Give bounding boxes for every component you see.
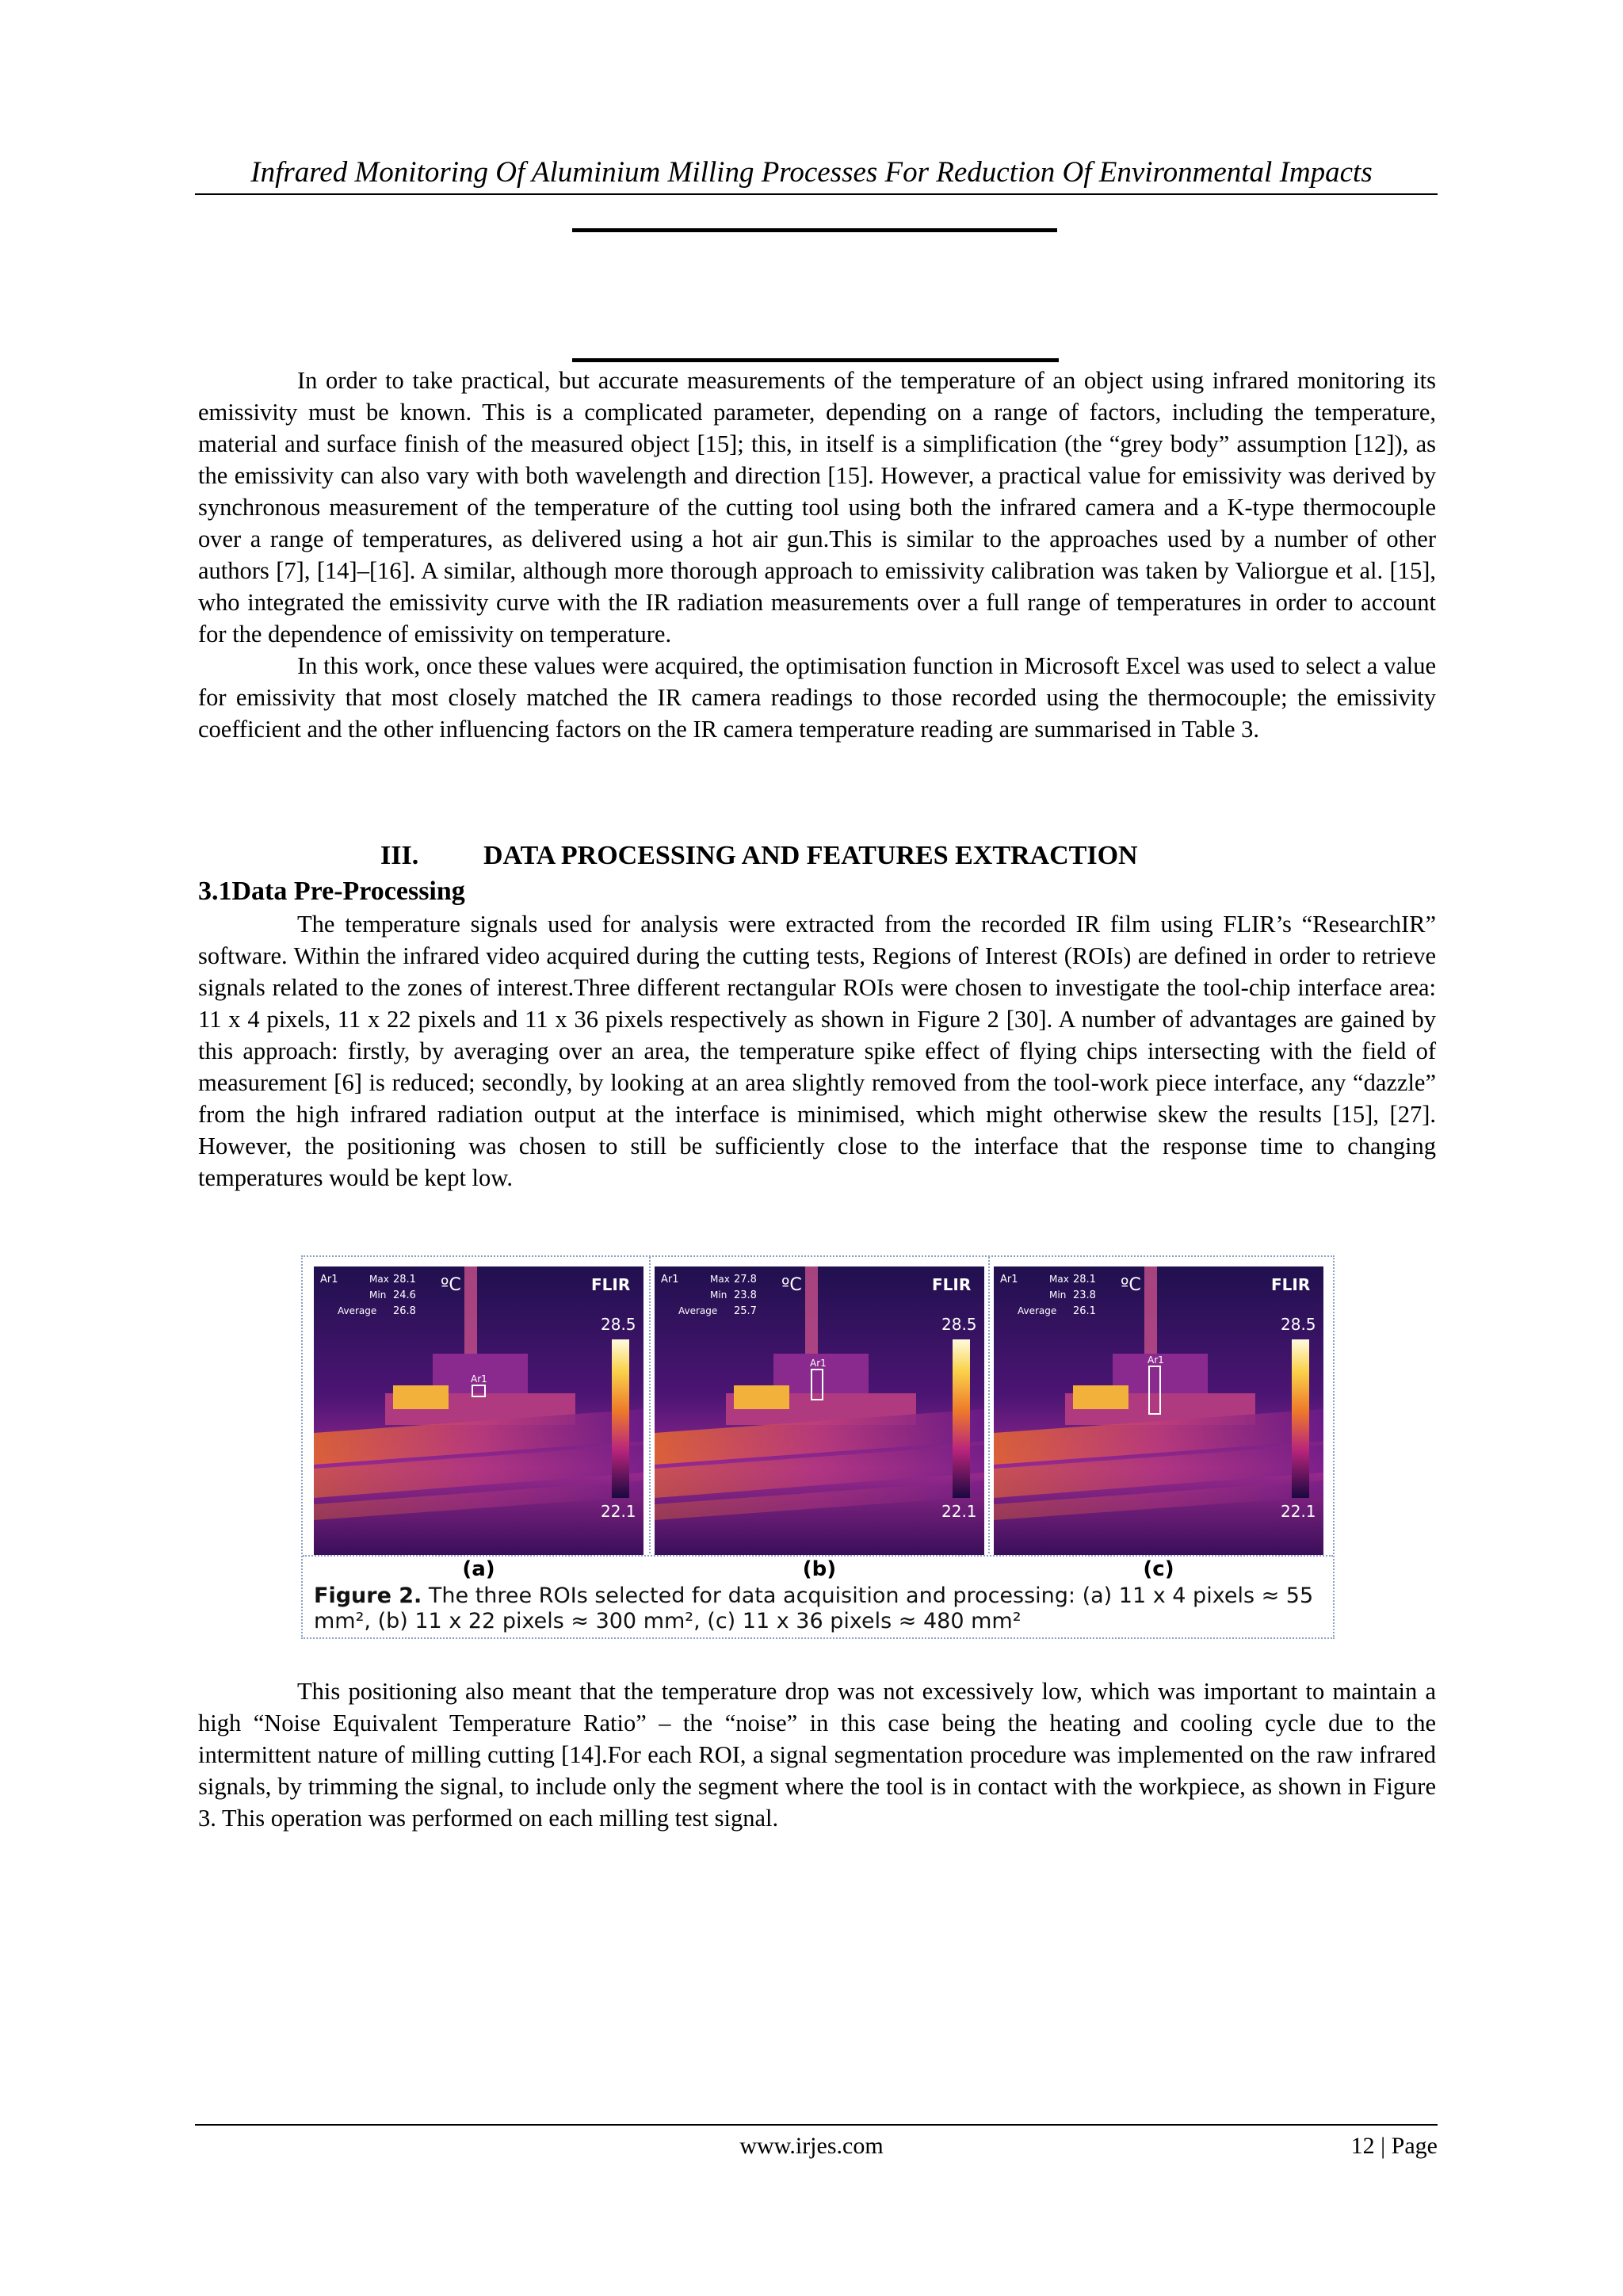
max-value: 27.8 — [734, 1274, 757, 1286]
panel-divider — [988, 1257, 990, 1553]
flir-logo: FLIR — [1271, 1275, 1311, 1294]
unit-label: ºC — [781, 1275, 802, 1295]
roi-tag: Ar1 — [471, 1373, 487, 1385]
body-block-3 — [198, 1675, 1436, 1834]
decorative-bar-top — [572, 228, 1057, 232]
header-title: Infrared Monitoring Of Aluminium Milling Processes For Reduction Of Environmental Impacts — [250, 156, 1373, 189]
footer-rule — [195, 2124, 1438, 2126]
caption-text: The three ROIs selected for data acquisition and processing: (a) 11 x 4 pixels ≈ 55 mm², (b) 11 x 22 pixels ≈ 300 mm², (c) 11 x 36 pixels ≈ 480 mm² — [314, 1584, 1314, 1633]
figure-caption — [314, 1584, 1320, 1634]
scale-low: 22.1 — [601, 1502, 636, 1521]
average-label: Average — [678, 1305, 718, 1316]
temperature-scale-bar — [1292, 1339, 1309, 1498]
panel-label-b: (b) — [802, 1557, 837, 1581]
scale-low: 22.1 — [1281, 1502, 1316, 1521]
panel-label-a: (a) — [462, 1557, 495, 1581]
temperature-scale-bar — [612, 1339, 629, 1498]
page-number: 12 | Page — [1350, 2133, 1438, 2159]
section-number: III. — [380, 841, 419, 870]
min-label: Min — [1049, 1289, 1067, 1301]
min-label: Min — [369, 1289, 387, 1301]
scale-high: 28.5 — [601, 1315, 636, 1334]
decorative-bar-bottom — [572, 358, 1059, 362]
scale-low: 22.1 — [941, 1502, 977, 1521]
min-value: 23.8 — [1073, 1289, 1096, 1301]
flir-logo: FLIR — [932, 1275, 972, 1294]
max-value: 28.1 — [393, 1274, 416, 1286]
paragraph-optimisation: In this work, once these values were acquired, the optimisation function in Microsoft Excel was used to select a value for emissivity that most closely matched the IR camera readings to those recorded using the thermocouple; the emissivity coefficient and the other influencing factors on the IR camera temperature reading are summarised in Table 3. — [198, 652, 1436, 743]
roi-tag: Ar1 — [810, 1358, 827, 1369]
roi-name: Ar1 — [661, 1274, 679, 1286]
temperature-scale-bar — [953, 1339, 970, 1498]
figure-2 — [301, 1255, 1335, 1639]
unit-label: ºC — [441, 1275, 461, 1295]
paragraph-segmentation: This positioning also meant that the temperature drop was not excessively low, which was important to maintain a high “Noise Equivalent Temperature Ratio” – the “noise” in this case being the heating and cooling cycle due to the intermittent nature of milling cutting [14].For each ROI, a signal segmentation procedure was implemented on the raw infrared signals, by trimming the signal, to include only the segment where the tool is in contact with the workpiece, as shown in Figure 3. This operation was performed on each milling test signal. — [198, 1678, 1436, 1832]
min-label: Min — [710, 1289, 727, 1301]
body-block-1 — [198, 365, 1436, 745]
scale-high: 28.5 — [1281, 1315, 1316, 1334]
paragraph-preprocessing: The temperature signals used for analysis were extracted from the recorded IR film using FLIR’s “ResearchIR” software. Within the infrared video acquired during the cutting tests, Regions of Interest (ROIs) are defined in order to retrieve signals related to the zones of interest.Three different rectangular ROIs were chosen to investigate the tool-chip interface area: 11 x 4 pixels, 11 x 22 pixels and 11 x 36 pixels respectively as shown in Figure 2 [30]. A number of advantages are gained by this approach: firstly, by averaging over an area, the temperature spike effect of flying chips intersecting with the field of measurement [6] is reduced; secondly, by looking at an area slightly removed from the tool-work piece interface, any “dazzle” from the high infrared radiation output at the interface is minimised, which might otherwise skew the results [15], [27]. However, the positioning was chosen to still be sufficiently close to the interface that the response time to changing temperatures would be kept low. — [198, 911, 1436, 1191]
min-value: 23.8 — [734, 1289, 757, 1301]
caption-label: Figure 2. — [314, 1584, 422, 1608]
average-value: 26.8 — [393, 1305, 416, 1317]
body-block-2 — [198, 908, 1436, 1194]
header-rule — [195, 193, 1438, 195]
flir-logo: FLIR — [591, 1275, 631, 1294]
average-value: 26.1 — [1073, 1305, 1096, 1317]
max-label: Max — [710, 1274, 730, 1285]
max-label: Max — [369, 1274, 389, 1285]
roi-name: Ar1 — [1000, 1274, 1018, 1286]
unit-label: ºC — [1121, 1275, 1141, 1295]
average-label: Average — [338, 1305, 377, 1316]
max-label: Max — [1049, 1274, 1069, 1285]
average-label: Average — [1018, 1305, 1057, 1316]
panel-label-c: (c) — [1143, 1557, 1174, 1581]
thermal-panel-a — [314, 1266, 643, 1555]
roi-tag: Ar1 — [1148, 1354, 1164, 1366]
footer-url: www.irjes.com — [739, 2133, 884, 2159]
thermal-panel-b — [655, 1266, 984, 1555]
paragraph-emissivity: In order to take practical, but accurate measurements of the temperature of an object using infrared monitoring its emissivity must be known. This is a complicated parameter, depending on a range of factors, including the temperature, material and surface finish of the measured object [15]; this, in itself is a simplification (the “grey body” assumption [12]), as the emissivity can also vary with both wavelength and direction [15]. However, a practical value for emissivity was derived by synchronous measurement of the temperature of the cutting tool using both the infrared camera and a K-type thermocouple over a range of temperatures, as delivered using a hot air gun.This is similar to the approaches used by a number of other authors [7], [14]–[16]. A similar, although more thorough approach to emissivity calibration was taken by Valiorgue et al. [15], who integrated the emissivity curve with the IR radiation measurements over a full range of temperatures in order to account for the dependence of emissivity on temperature. — [198, 367, 1436, 648]
average-value: 25.7 — [734, 1305, 757, 1317]
max-value: 28.1 — [1073, 1274, 1096, 1286]
roi-name: Ar1 — [320, 1274, 338, 1286]
panel-divider — [649, 1257, 651, 1553]
section-heading — [380, 840, 1138, 872]
section-title: DATA PROCESSING AND FEATURES EXTRACTION — [483, 841, 1138, 870]
min-value: 24.6 — [393, 1289, 416, 1301]
thermal-panel-c — [994, 1266, 1323, 1555]
panel-labels-row — [303, 1555, 1333, 1582]
scale-high: 28.5 — [941, 1315, 977, 1334]
subsection-heading: 3.1Data Pre-Processing — [198, 877, 465, 906]
